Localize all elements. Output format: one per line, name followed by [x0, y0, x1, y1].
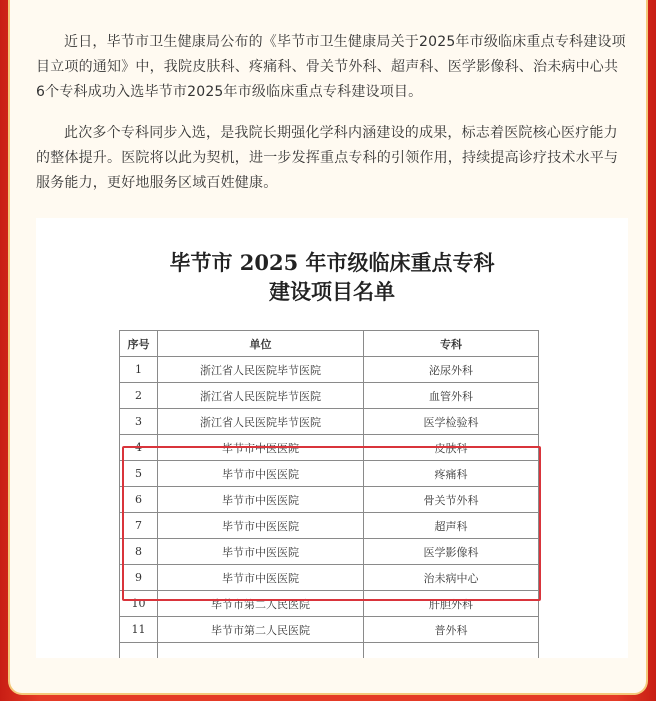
cell-no: 7	[120, 513, 158, 539]
header-specialty: 专科	[364, 331, 539, 357]
cell-unit: 毕节市中医医院	[158, 487, 364, 513]
table-row	[120, 591, 539, 617]
table-row	[120, 487, 539, 513]
cell-unit: 毕节市第二人民医院	[158, 591, 364, 617]
table-row	[120, 357, 539, 383]
cell-unit: 浙江省人民医院毕节医院	[158, 383, 364, 409]
project-list-image	[36, 218, 628, 658]
cell-specialty: 疼痛科	[364, 461, 539, 487]
cell-specialty: 皮肤科	[364, 435, 539, 461]
table-row	[120, 643, 539, 659]
cell-unit: 毕节市中医医院	[158, 435, 364, 461]
cell-specialty: 肝胆外科	[364, 591, 539, 617]
cell-no: 10	[120, 591, 158, 617]
figure-title-line-2: 建设项目名单	[269, 279, 395, 304]
article-card	[8, 0, 648, 695]
cell-no: 8	[120, 539, 158, 565]
table-row	[120, 539, 539, 565]
table-row	[120, 565, 539, 591]
table-row	[120, 409, 539, 435]
table-header-row	[120, 331, 539, 357]
cell-no: 5	[120, 461, 158, 487]
cell-no: 3	[120, 409, 158, 435]
table-row	[120, 383, 539, 409]
cell-unit: 毕节市中医医院	[158, 539, 364, 565]
cell-unit: 毕节市第二人民医院	[158, 617, 364, 643]
cell-no: 9	[120, 565, 158, 591]
cell-specialty: 普外科	[364, 617, 539, 643]
table-row	[120, 617, 539, 643]
cell-unit: 毕节市中医医院	[158, 513, 364, 539]
cell-specialty: 骨关节外科	[364, 487, 539, 513]
figure-title	[36, 248, 628, 306]
cell-specialty: 医学检验科	[364, 409, 539, 435]
cell-unit: 浙江省人民医院毕节医院	[158, 409, 364, 435]
article-paragraph-2: 此次多个专科同步入选，是我院长期强化学科内涵建设的成果，标志着医院核心医疗能力的整体提升。医院将以此为契机，进一步发挥重点专科的引领作用，持续提高诊疗技术水平与服务能力，更好地服务区域百姓健康。	[36, 125, 619, 191]
cell-specialty: 血管外科	[364, 383, 539, 409]
header-no: 序号	[120, 331, 158, 357]
article-paragraph-1: 近日，毕节市卫生健康局公布的《毕节市卫生健康局关于2025年市级临床重点专科建设项目立项的通知》中，我院皮肤科、疼痛科、骨关节外科、超声科、医学影像科、治未病中心共6个专科成功入选毕节市2025年市级临床重点专科建设项目。	[36, 34, 626, 100]
cell-no: 1	[120, 357, 158, 383]
figure-title-line-1: 毕节市 2025 年市级临床重点专科	[169, 250, 495, 275]
cell-specialty: 治未病中心	[364, 565, 539, 591]
cell-specialty: 泌尿外科	[364, 357, 539, 383]
cell-specialty: 医学影像科	[364, 539, 539, 565]
cell-no: 2	[120, 383, 158, 409]
table-row	[120, 513, 539, 539]
cell-no: 11	[120, 617, 158, 643]
cell-no: 4	[120, 435, 158, 461]
cell-specialty: 超声科	[364, 513, 539, 539]
table-row	[120, 435, 539, 461]
header-unit: 单位	[158, 331, 364, 357]
cell-specialty	[364, 643, 539, 659]
cell-unit: 浙江省人民医院毕节医院	[158, 357, 364, 383]
table-row	[120, 461, 539, 487]
project-list-table	[119, 330, 539, 658]
cell-no	[120, 643, 158, 659]
cell-no: 6	[120, 487, 158, 513]
cell-unit: 毕节市中医医院	[158, 565, 364, 591]
cell-unit	[158, 643, 364, 659]
cell-unit: 毕节市中医医院	[158, 461, 364, 487]
